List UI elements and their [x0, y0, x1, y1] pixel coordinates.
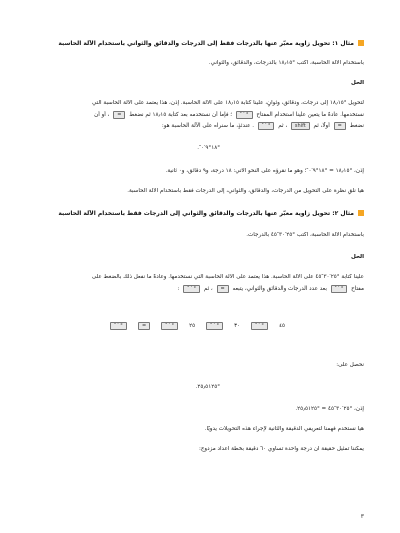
example-2-prompt: باستخدام الآلة الحاسبة، اكتب °٢٥′٣٠″٤٥ بالدرجات. — [246, 232, 364, 238]
example-2-solution-line-4: هيا نستخدم فهمنا لتعريفي الدقيقة والثانية لإجراء هذه التحويلات يدويًا. — [204, 426, 364, 432]
dms-key: ° ′ ″ — [258, 122, 275, 130]
bullet-icon — [358, 210, 364, 216]
text-segment: ، ثم — [278, 123, 288, 129]
dms-key: ° ′ ″ — [251, 322, 268, 330]
bullet-icon — [358, 40, 364, 46]
page-number: ٣ — [360, 513, 364, 520]
text-segment: أولًا، ثم — [313, 123, 330, 129]
text-segment: ؛ فإما أن نستخدمه بعد كتابة ١٨٫١٥ ثم نضغط — [129, 112, 233, 118]
example-1-solution-line-1: لتحويل °١٨٫١٥ إلى درجات، ودقائق، وثوانٍ، علينا كتابة ١٨٫١٥ على الآلة الحاسبة. إذن، هذا يعتمد على الآلة الحاسبة التي — [91, 100, 364, 106]
example-1-solution-line-3 — [36, 122, 364, 130]
text-segment: نضغط — [349, 123, 364, 129]
calculator-display-1: °١٨°٩′٠″. — [197, 145, 220, 151]
solution-label-1: الحل — [350, 80, 364, 86]
key-seq-item: ٢٥ — [189, 323, 196, 329]
text-segment: : — [177, 286, 180, 292]
text-segment: بعد عدد الدرجات والدقائق والثواني، يتبعه — [232, 286, 327, 292]
text-segment: ، ثم — [203, 286, 213, 292]
text-segment: نستخدمها. عادةً ما يتعين علينا استخدام المفتاح — [256, 112, 364, 118]
example-1-title — [36, 40, 364, 47]
example-2-title — [36, 210, 364, 217]
dms-key: ° ′ ″ — [183, 285, 200, 293]
example-1-solution-line-4: إذن، °١٨٫١٥ = °١٨°٩′٠″؛ وهو ما نقرؤه على النحو الآتي: ١٨ درجة، و٩ دقائق، و٠ ثانية. — [165, 168, 364, 174]
example-1-title-text: مثال ١: تحويل زاوية معبّر عنها بالدرجات فقط إلى الدرجات والدقائق والثواني باستخدام الآلة الحاسبة — [58, 40, 354, 47]
example-1-prompt: باستخدام الآلة الحاسبة، اكتب °١٨٫١٥ بالدرجات، والدقائق، والثواني. — [208, 60, 364, 66]
key-seq-item: ٤٥ — [279, 323, 285, 329]
key-seq-item: ٣٠ — [234, 323, 241, 329]
solution-label-2: الحل — [350, 254, 364, 260]
key-sequence — [110, 322, 285, 330]
example-2-solution-line-1: علينا كتابة °٢٥′٣٠″٤٥ على الآلة الحاسبة. هذا يعتمد على الآلة الحاسبة التي نستخدمها. وعادةً ما نفعل ذلك بالضغط على — [91, 274, 364, 280]
dms-key: ° ′ ″ — [236, 111, 253, 119]
equals-key: = — [113, 111, 125, 119]
example-1-solution-line-5: هيا نلقِ نظرة على التحويل من الدرجات، والدقائق، والثواني، إلى الدرجات فقط باستخدام الآلة الحاسبة. — [127, 188, 364, 194]
example-2-title-text: مثال ٢: تحويل زاوية معبّر عنها بالدرجات والدقائق والثواني إلى الدرجات فقط باستخدام الآلة الحاسبة — [58, 210, 354, 217]
shift-key: shift — [291, 122, 310, 130]
example-2-solution-line-3: إذن، °٢٥′٣٠″٤٥ = °٢٥٫٥١٢٥. — [295, 406, 364, 412]
equals-key: = — [334, 122, 346, 130]
equals-key: = — [217, 285, 229, 293]
dms-key: ° ′ ″ — [331, 285, 348, 293]
dms-key: ° ′ ″ — [110, 322, 127, 330]
dms-key: ° ′ ″ — [206, 322, 223, 330]
dms-key: ° ′ ″ — [161, 322, 178, 330]
text-segment: . عندئذٍ، ما سنراه على الآلة الحاسبة هو: — [161, 123, 255, 129]
text-segment: ، أو أن — [94, 112, 110, 118]
equals-key: = — [138, 322, 150, 330]
text-segment: مفتاح — [351, 286, 364, 292]
calculator-display-2: °٢٥٫٥١٢٥. — [195, 384, 220, 390]
example-2-solution-line-2 — [36, 285, 364, 293]
example-2-solution-line-5: يمكننا تمثيل حقيقة أن درجة واحدة تساوي ٦٠ دقيقة بخطة أعداد مزدوج: — [198, 446, 364, 452]
example-1-solution-line-2 — [36, 111, 364, 119]
result-label: نحصل على: — [336, 362, 364, 368]
